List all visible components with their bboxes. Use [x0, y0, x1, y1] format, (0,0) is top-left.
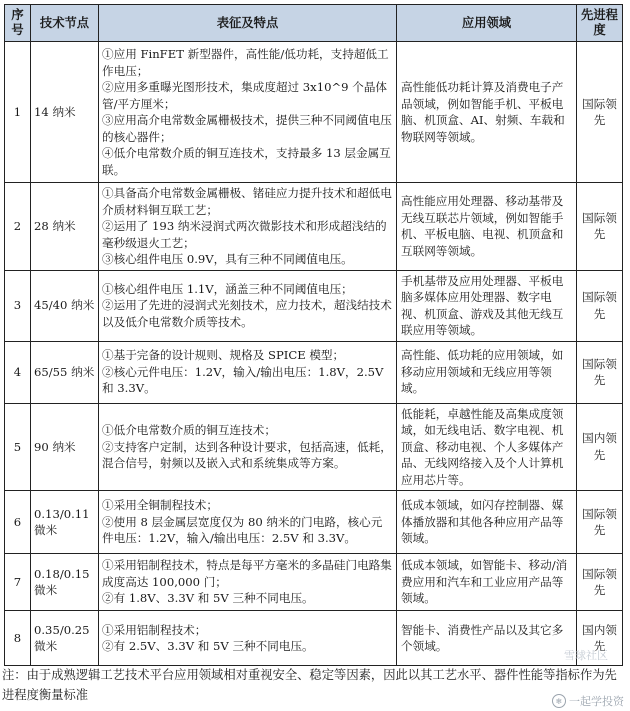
row-applications: 高性能、低功耗的应用领域，如移动应用领域和无线应用等领域。: [397, 341, 577, 403]
row-node: 65/55 纳米: [31, 341, 99, 403]
table-row: [5, 491, 623, 554]
row-level: 国内领先: [577, 611, 623, 666]
row-features: ①低介电常数介质的铜互连技术； ②支持客户定制，达到各种设计要求，包括高速，低耗，混合信号，射频以及嵌入式和系统集成等方案。: [99, 403, 397, 491]
row-applications: 低成本领域，如闪存控制器、媒体播放器和其他各种应用产品等领域。: [397, 491, 577, 554]
process-node-table: [4, 4, 623, 666]
table-row: [5, 611, 623, 666]
row-features: ①采用铝制程技术，特点是每平方毫米的多晶硅门电路集成度高达 100,000 门； ②有 1.8V、3.3V 和 5V 三种不同电压。: [99, 554, 397, 611]
row-number: 5: [5, 403, 31, 491]
row-number: 1: [5, 42, 31, 183]
row-number: 6: [5, 491, 31, 554]
row-applications: 低能耗，卓越性能及高集成度领域，如无线电话、数字电视、机顶盒、移动电视、个人多媒体产品、无线网络接入及个人计算机应用芯片等。: [397, 403, 577, 491]
watermark: [552, 693, 624, 709]
header-node: 技术节点: [31, 5, 99, 42]
header-applications: 应用领域: [397, 5, 577, 42]
row-features: ①核心组件电压 1.1V，涵盖三种不同阈值电压； ②运用了先进的浸润式光刻技术，应力技术，超浅结技术以及低介电常数介质等技术。: [99, 270, 397, 341]
row-applications: 手机基带及应用处理器、平板电脑多媒体应用处理器、数字电视、机顶盒、游戏及其他无线互联应用等领域。: [397, 270, 577, 341]
row-applications: 智能卡、消费性产品以及其它多个领域。: [397, 611, 577, 666]
process-table-container: [4, 4, 624, 666]
table-note: 注：由于成熟逻辑工艺技术平台应用领域相对重视安全、稳定等因素，因此以其工艺水平、器件性能等指标作为先进程度衡量标准: [2, 668, 617, 702]
row-applications: 高性能应用处理器、移动基带及无线互联芯片领域，例如智能手机、平板电脑、电视、机顶盒和互联网等领域。: [397, 183, 577, 271]
row-level: 国际领先: [577, 270, 623, 341]
header-level: 先进程度: [577, 5, 623, 42]
watermark-community: 雪球社区: [564, 649, 608, 662]
table-row: [5, 341, 623, 403]
row-node: 0.35/0.25 微米: [31, 611, 99, 666]
row-applications: 低成本领域，如智能卡、移动/消费应用和汽车和工业应用产品等领域。: [397, 554, 577, 611]
row-features: ①具备高介电常数金属栅极、锗硅应力提升技术和超低电介质材料铜互联工艺； ②运用了 193 纳米浸润式两次微影技术和形成超浅结的毫秒级退火工艺； ③核心组件电压 0.9V，具有三种不同阈值电压。: [99, 183, 397, 271]
row-applications: 高性能低功耗计算及消费电子产品领域，例如智能手机、平板电脑、机顶盒、AI、射频、车载和物联网等领域。: [397, 42, 577, 183]
row-node: 28 纳米: [31, 183, 99, 271]
table-row: [5, 183, 623, 271]
row-number: 2: [5, 183, 31, 271]
row-number: 7: [5, 554, 31, 611]
row-features: ①采用铝制程技术； ②有 2.5V、3.3V 和 5V 三种不同电压。: [99, 611, 397, 666]
row-number: 8: [5, 611, 31, 666]
row-features: ①应用 FinFET 新型器件，高性能/低功耗，支持超低工作电压； ②应用多重曝光图形技术，集成度超过 3x10^9 个晶体管/平方厘米； ③应用高介电常数金属栅极技术，提供三种不同阈值电压的核心器件； ④低介电常数介质的铜互连技术，支持最多 13 层金属互联。: [99, 42, 397, 183]
row-level: 国内领先: [577, 403, 623, 491]
row-number: 3: [5, 270, 31, 341]
row-level: 国际领先: [577, 554, 623, 611]
snowball-icon: ❄: [552, 694, 566, 708]
row-level: 国际领先: [577, 42, 623, 183]
row-features: ①采用全铜制程技术； ②使用 8 层金属层宽度仅为 80 纳米的门电路，核心元件电压：1.2V，输入/输出电压：2.5V 和 3.3V。: [99, 491, 397, 554]
table-row: [5, 42, 623, 183]
row-node: 0.13/0.11 微米: [31, 491, 99, 554]
row-level: 国际领先: [577, 183, 623, 271]
row-number: 4: [5, 341, 31, 403]
table-header-row: [5, 5, 623, 42]
header-features: 表征及特点: [99, 5, 397, 42]
watermark-text: 一起学投资: [569, 695, 624, 708]
table-row: [5, 403, 623, 491]
row-features: ①基于完备的设计规则、规格及 SPICE 模型； ②核心元件电压：1.2V，输入/输出电压：1.8V，2.5V 和 3.3V。: [99, 341, 397, 403]
row-node: 45/40 纳米: [31, 270, 99, 341]
row-node: 14 纳米: [31, 42, 99, 183]
row-level: 国际领先: [577, 341, 623, 403]
row-level: 国际领先: [577, 491, 623, 554]
header-no: 序号: [5, 5, 31, 42]
row-node: 0.18/0.15 微米: [31, 554, 99, 611]
table-row: [5, 270, 623, 341]
table-row: [5, 554, 623, 611]
row-node: 90 纳米: [31, 403, 99, 491]
